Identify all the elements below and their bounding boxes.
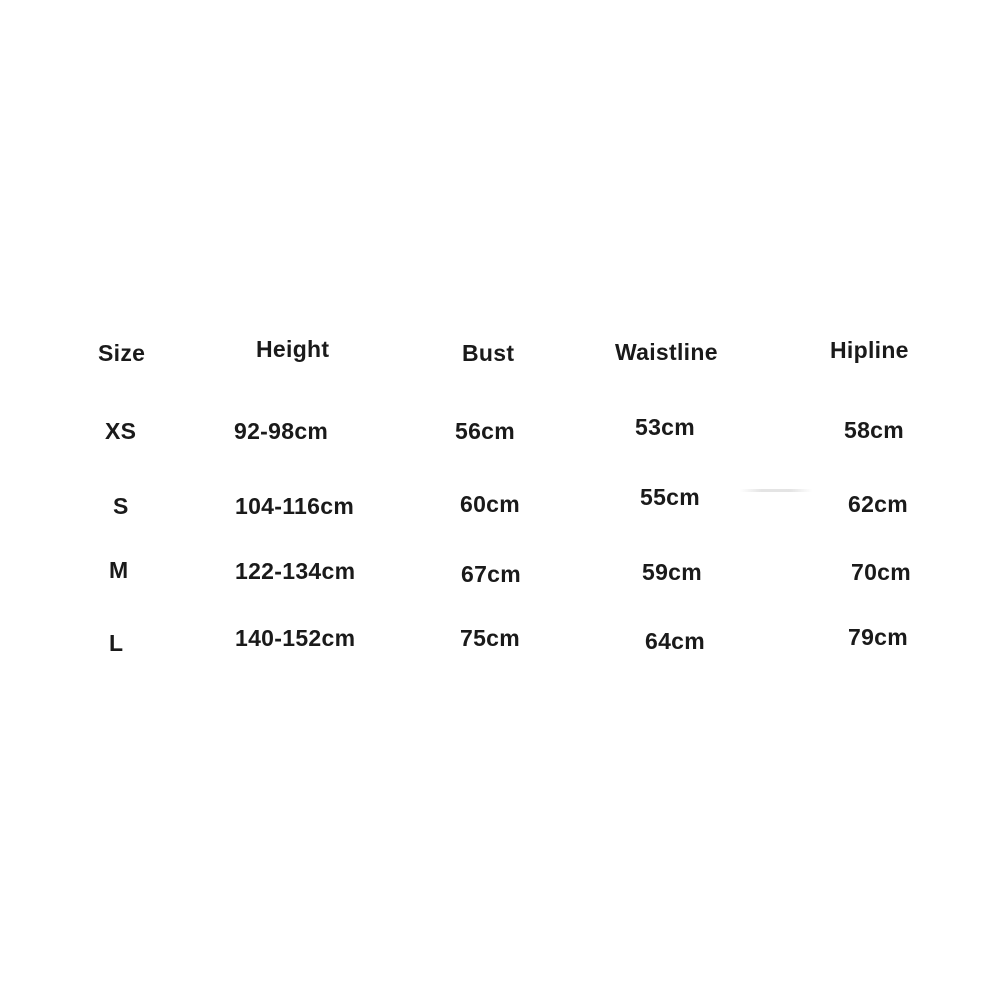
row-xs-size: XS	[105, 418, 137, 444]
faint-smudge-mark	[740, 489, 812, 492]
row-m-waistline: 59cm	[642, 559, 703, 585]
row-xs-waistline: 53cm	[635, 414, 696, 440]
row-s-bust: 60cm	[460, 491, 521, 517]
header-hipline: Hipline	[830, 337, 909, 363]
row-l-height: 140-152cm	[235, 625, 356, 651]
row-m-size: M	[109, 557, 129, 583]
row-s-height: 104-116cm	[235, 493, 355, 519]
row-s-waistline: 55cm	[640, 484, 701, 510]
header-height: Height	[256, 336, 330, 362]
row-s-size: S	[113, 493, 129, 519]
row-m-bust: 67cm	[461, 561, 522, 587]
row-m-hipline: 70cm	[851, 559, 912, 585]
row-l-size: L	[109, 630, 124, 656]
header-size: Size	[98, 340, 146, 366]
row-xs-bust: 56cm	[455, 418, 516, 444]
row-s-hipline: 62cm	[848, 491, 909, 517]
row-m-height: 122-134cm	[235, 558, 356, 584]
header-bust: Bust	[462, 340, 515, 366]
header-waistline: Waistline	[615, 339, 718, 365]
row-l-hipline: 79cm	[848, 624, 909, 650]
row-l-waistline: 64cm	[645, 628, 706, 654]
row-l-bust: 75cm	[460, 625, 521, 651]
row-xs-height: 92-98cm	[234, 418, 329, 444]
row-xs-hipline: 58cm	[844, 417, 905, 443]
